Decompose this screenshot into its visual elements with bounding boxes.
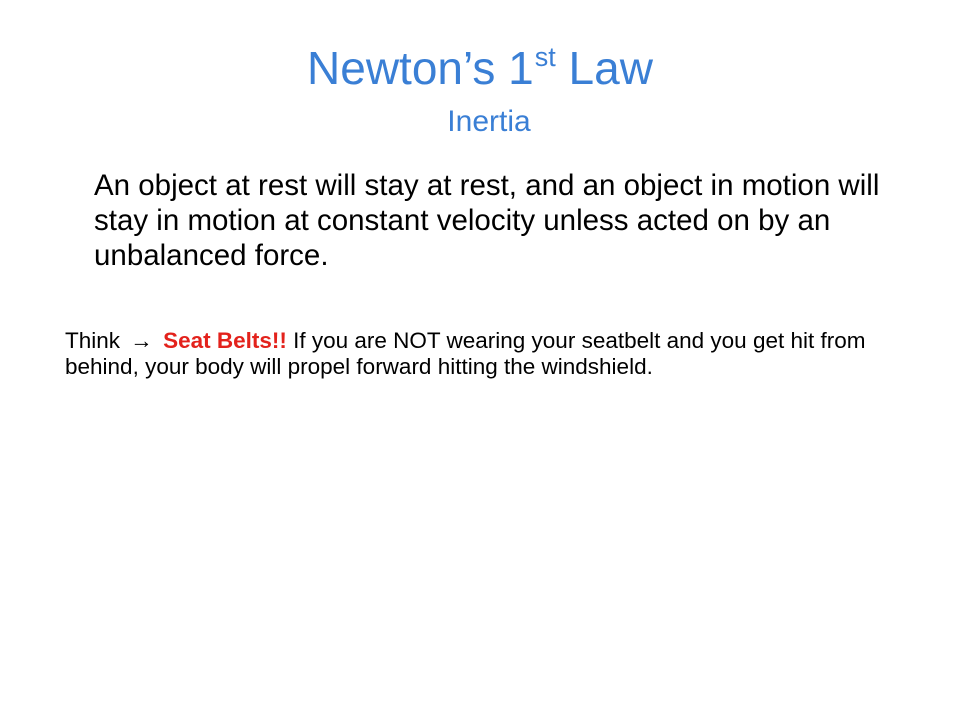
title-main: Newton’s 1 [307,42,534,94]
example-wrap [65,328,907,380]
example-body: If you are NOT wearing your seatbelt and you get hit from behind, your body will propel forward hitting the windshield. [65,328,866,379]
title-end: Law [555,42,653,94]
slide-subtitle: Inertia [447,105,531,138]
example-highlight: Seat Belts!! [163,328,287,353]
example-paragraph [65,328,907,380]
law-statement: An object at rest will stay at rest, and an object in motion will stay in motion at constant velocity unless acted on by an unbalanced force. [94,169,880,272]
example-lead: Think [65,328,121,353]
title-block [0,38,960,140]
arrow-icon: → [130,328,153,353]
title-superscript: st [534,42,556,72]
slide-title [0,38,960,98]
